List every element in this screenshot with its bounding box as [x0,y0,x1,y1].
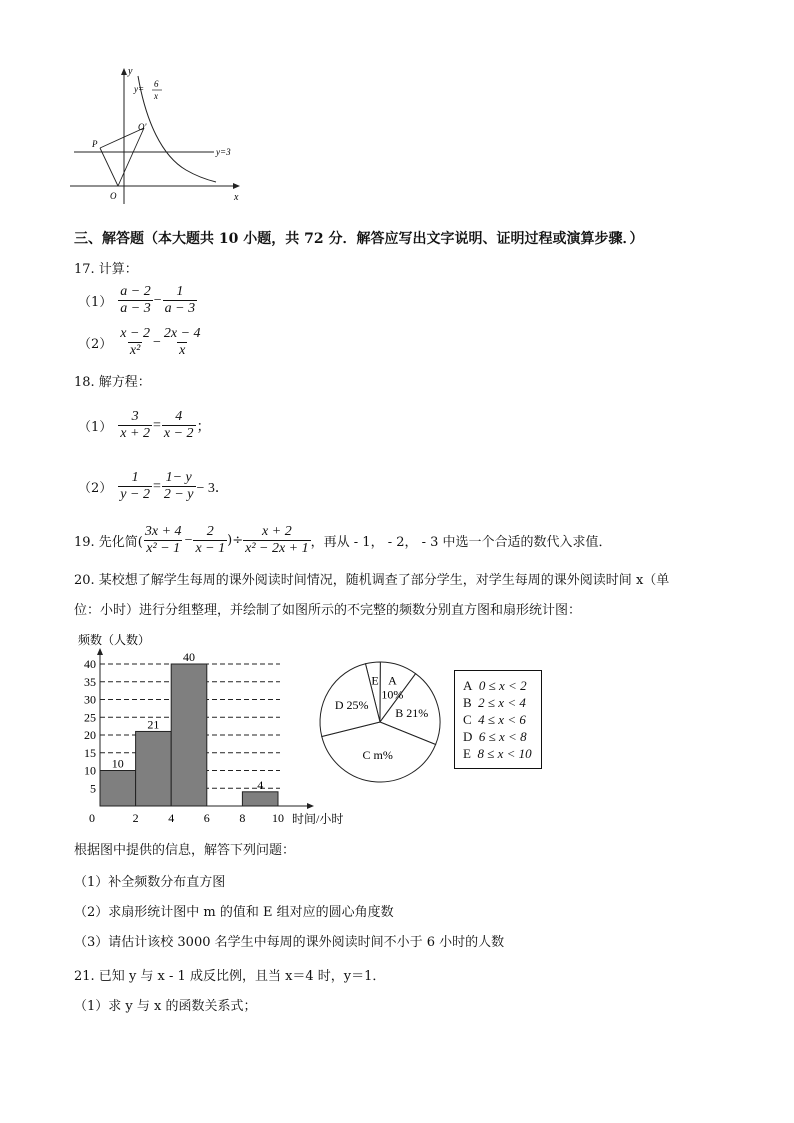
pie-chart [316,658,444,786]
legend-item: B 2 ≤ x < 4 [463,695,526,710]
q17-part1 [78,284,197,317]
q19-frac-b: $\frac{2}{x - 1}$ [195,524,226,556]
y-tick-label: 5 [90,781,96,796]
histogram-bar [100,771,136,807]
q21-line1: 21. 已知 y 与 x - 1 成反比例，且当 x＝4 时，y＝1． [74,969,386,984]
q20-info: 根据图中提供的信息，解答下列问题： [74,843,296,858]
q19-mid: )÷ [227,533,244,548]
q18-p1-frac-a: $\frac{3}{x + 2}$ [120,409,150,441]
q17-p2-index: （2） [78,337,113,352]
q20-line1: 20. 某校想了解学生每周的课外阅读时间情况，随机调查了部分学生，对学生每周的课外阅读时间 x（单 [74,573,670,588]
q18-p1-index: （1） [78,420,113,435]
legend-item: C 4 ≤ x < 6 [463,712,526,727]
q17-p1-op: − [153,292,162,308]
q17-p1-frac-a: $\frac{a - 2}{a - 3}$ [120,284,151,316]
y-tick-label: 20 [84,728,96,742]
segment-PO [100,148,118,186]
y-axis-arrow-icon [97,648,103,655]
bar-value-label: 21 [147,717,160,732]
x-axis-arrow-icon [307,803,314,809]
pie-slice-value: 10% [381,687,404,702]
q20-line2: 位：小时）进行分组整理，并绘制了如图所示的不完整的频数分别直方图和扇形统计图： [74,603,582,618]
legend-item: D 6 ≤ x < 8 [463,729,527,744]
x-tick-label: 2 [132,811,139,825]
q20-sub3: （3）请估计该校 3000 名学生中每周的课外阅读时间不小于 6 小时的人数 [74,935,505,950]
x-tick-label: 6 [203,811,210,825]
pie-slice-label: C m% [362,747,393,762]
q17-p1-frac-b: $\frac{1}{a - 3}$ [164,284,196,316]
q18-part2 [78,470,230,503]
bar-value-label: 40 [183,650,195,664]
histogram-bar [136,731,172,806]
coordinate-graph [66,62,256,210]
y-axis-label: y [128,66,133,77]
pie-slice-label: A [388,673,397,688]
q19-suffix: ，再从 - 1， - 2， - 3 中选一个合适的数代入求值． [310,535,612,550]
q19-frac-a: $\frac{3x + 4}{\text{x² − 1}}$ [144,524,182,556]
curve-label: y= [134,84,145,94]
pie-slice-label: D 25% [334,698,369,713]
pie-legend [454,670,542,769]
y-tick-label: 30 [84,692,96,707]
pie-slice-label: B 21% [395,706,429,721]
q18-p2-index: （2） [78,481,113,496]
histogram-ylabel: 频数（人数） [78,633,151,647]
hyperbola-curve [138,76,216,182]
y-axis-arrow-icon [121,68,127,75]
y-tick-label: 15 [84,745,96,760]
q19-op1: − [184,532,193,548]
q19-frac-c: $\frac{x + 2}{\text{x² − 2x + 1}}$ [245,524,309,556]
q18-label: 18. 解方程： [74,375,151,390]
q17-p2-frac-b: $\frac{2x - 4}{x}$ [163,326,201,358]
q18-p2-frac-b: $\frac{1- y}{2 - y}$ [163,470,194,502]
x-tick-label: 10 [272,811,284,825]
y-tick-label: 10 [84,763,96,778]
legend-item: E 8 ≤ x < 10 [463,746,532,761]
curve-label-den: x [154,91,158,101]
histogram-bar [171,664,207,806]
y-tick-label: 25 [84,710,96,725]
q18-part1 [78,409,212,442]
q19-line [74,524,612,557]
histogram-bar [242,792,278,806]
point-Oprime-label: O' [138,122,147,132]
q20-sub1: （1）补全频数分布直方图 [74,875,226,890]
x-tick-label: 8 [239,811,246,825]
y-tick-label: 35 [84,674,96,689]
legend-item: A 0 ≤ x < 2 [463,678,527,693]
pie-slice-label: E [371,673,379,688]
q17-label: 17. 计算： [74,262,138,277]
x-tick-label: 0 [89,811,95,825]
q18-p1-frac-b: $\frac{4}{x - 2}$ [163,409,194,441]
q17-part2 [78,326,203,359]
x-tick-label: 4 [168,811,175,825]
section-title: 三、解答题（本大题共 10 小题，共 72 分．解答应写出文字说明、证明过程或演算步骤．） [74,231,644,247]
line-y3-label: y=3 [216,147,231,157]
point-P-label: P [92,139,98,149]
histogram-xlabel: 时间/小时 [292,812,344,826]
bar-value-label: 4 [257,777,264,792]
curve-label-num: 6 [154,79,159,89]
q17-p2-frac-a: $\frac{x - 2}{\text{x²}}$ [120,326,150,358]
q20-sub2: （2）求扇形统计图中 m 的值和 E 组对应的圆心角度数 [74,905,394,920]
q21-sub1: （1）求 y 与 x 的函数关系式； [74,999,257,1014]
q19-prefix: 19. 先化简( [74,535,143,550]
q18-p2-frac-a: $\frac{1}{y - 2}$ [120,470,150,502]
point-O-label: O [110,191,117,201]
q18-p1-tail: ； [196,419,211,435]
q18-p2-op: = [152,478,161,494]
y-tick-label: 40 [84,657,96,671]
q18-p1-op: = [152,417,161,433]
x-axis-arrow-icon [233,183,240,189]
x-axis-label: x [234,192,239,203]
bar-value-label: 10 [111,756,124,771]
q17-p2-op: − [152,334,161,350]
segment-OOprime [118,128,144,186]
q18-p2-tail: − 3． [196,480,229,496]
q17-p1-index: （1） [78,295,113,310]
